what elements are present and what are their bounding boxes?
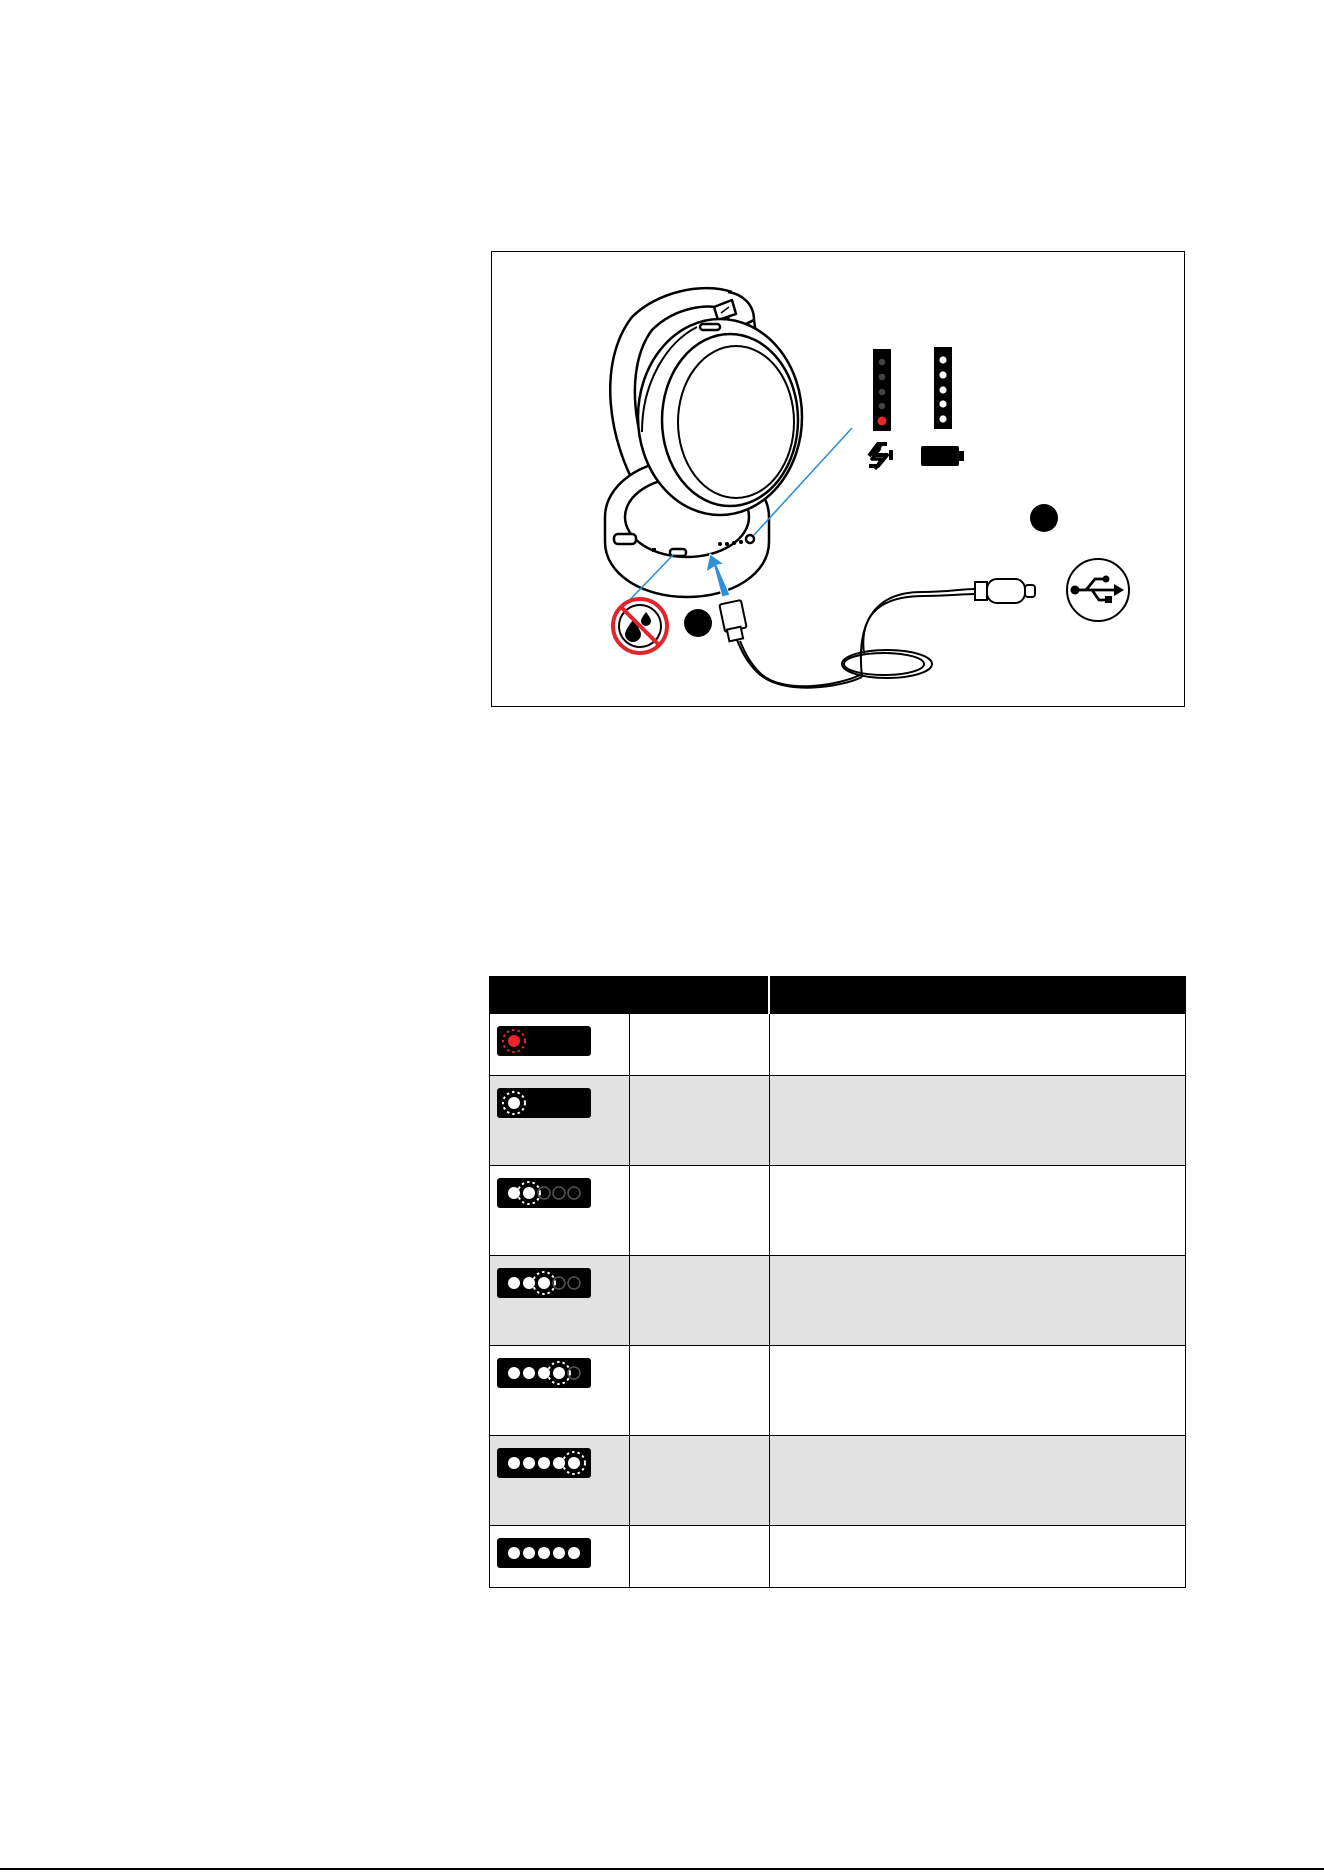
led-meaning-cell: [769, 1166, 1186, 1256]
led-strip-5-pulsing-icon: [497, 1448, 591, 1478]
table-header-led: [490, 977, 770, 1014]
step-badge-1: [684, 609, 712, 637]
led-icon-cell: [490, 1076, 630, 1166]
led-strip-full-icon: [497, 1538, 591, 1568]
led-status-cell: [629, 1346, 769, 1436]
table-row: [490, 1014, 1186, 1076]
led-icon-cell: [490, 1526, 630, 1588]
led-strip-3-pulsing-icon: [497, 1268, 591, 1298]
table-row: [490, 1526, 1186, 1588]
led-icon-cell: [490, 1346, 630, 1436]
charging-illustration: [491, 251, 1185, 707]
led-strip-2-pulsing-icon: [497, 1178, 591, 1208]
table-row: [490, 1436, 1186, 1526]
battery-led-icon: [921, 347, 964, 466]
led-strip-1-pulsing-icon: [497, 1088, 591, 1118]
led-status-cell: [629, 1166, 769, 1256]
table-row: [490, 1346, 1186, 1436]
led-status-cell: [629, 1014, 769, 1076]
led-status-cell: [629, 1436, 769, 1526]
led-status-cell: [629, 1526, 769, 1588]
led-meaning-cell: [769, 1256, 1186, 1346]
footer-rule: [0, 1868, 1324, 1870]
table-row: [490, 1256, 1186, 1346]
led-strip-red-pulsing-icon: [497, 1026, 591, 1056]
led-status-cell: [629, 1256, 769, 1346]
usb-c-cable: [719, 579, 1035, 688]
charge-status-led-icon: [869, 349, 893, 469]
led-meaning-cell: [769, 1014, 1186, 1076]
led-icon-cell: [490, 1256, 630, 1346]
led-meaning-cell: [769, 1346, 1186, 1436]
led-meaning-cell: [769, 1076, 1186, 1166]
led-status-cell: [629, 1076, 769, 1166]
led-icon-cell: [490, 1014, 630, 1076]
no-liquid-warning-icon: [613, 599, 667, 653]
led-meaning-cell: [769, 1526, 1186, 1588]
led-icon-cell: [490, 1436, 630, 1526]
battery-led-table: [489, 976, 1186, 1588]
table-row: [490, 1076, 1186, 1166]
step-badge-2: [1030, 504, 1058, 532]
headphones-illustration: [605, 288, 802, 597]
table-header-row: [490, 977, 1186, 1014]
table-header-meaning: [769, 977, 1186, 1014]
led-meaning-cell: [769, 1436, 1186, 1526]
charging-diagram: [492, 252, 1186, 708]
table-row: [490, 1166, 1186, 1256]
led-icon-cell: [490, 1166, 630, 1256]
led-strip-4-pulsing-icon: [497, 1358, 591, 1388]
usb-icon: [1067, 559, 1129, 621]
